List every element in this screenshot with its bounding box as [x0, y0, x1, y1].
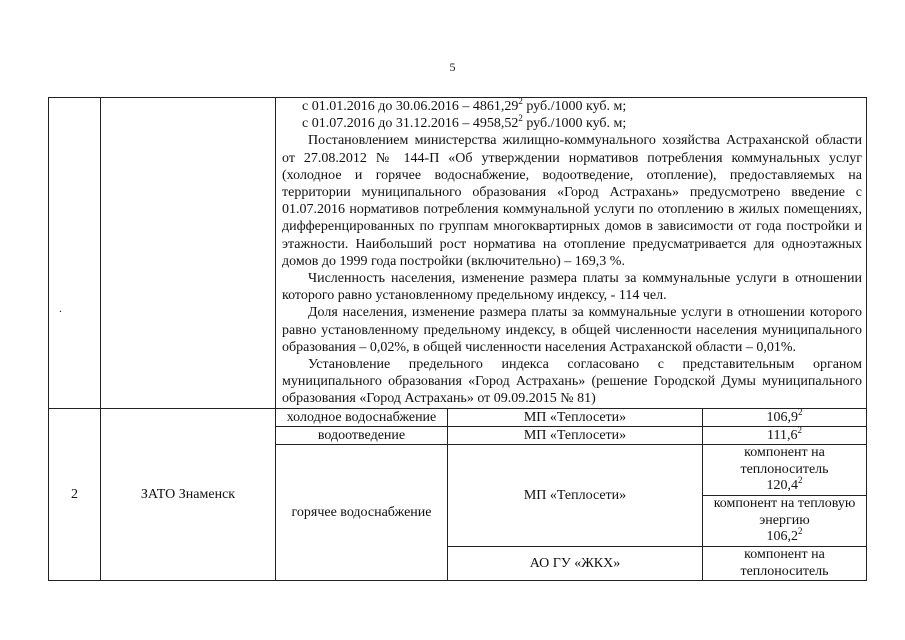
component-heat-energy	[703, 496, 867, 547]
value-cold-water: 106,9$^2$	[703, 408, 867, 426]
component-label: компонент на тепловую энергию	[713, 496, 856, 528]
paragraph-share: Доля населения, изменение размера платы за коммунальные услуги в отношении которого равно установленному предельному индексу, в общей численности населения муниципального образования – 0,02%, в общей численности населения Астраханской области – 0,01%.	[282, 305, 862, 355]
component-heat-carrier-2	[703, 547, 867, 581]
value-wastewater: 111,6$^2$	[703, 426, 867, 444]
cell-municipality-empty	[101, 98, 276, 409]
row-number: 2	[49, 408, 101, 580]
paragraph-resolution: Постановлением министерства жилищно-коммунального хозяйства Астраханской области от 27.08.2012 № 144-П «Об утверждении нормативов потребления коммунальных услуг (холодное и горячее водоснабжение, водоотведение, отопление), предоставляемых на территории муниципального образования «Город Астрахань» предусмотрено введение с 01.07.2016 нормативов потребления коммунальной услуги по отоплению в жилых помещениях, дифференцированных по группам многоквартирных домов в зависимости от года постройки и этажности. Наибольший рост норматива на отопление предусматривается для одноэтажных домов до 1999 года постройки (включительно) – 169,3 %.	[282, 133, 862, 269]
provider-hot-water-2: АО ГУ «ЖКХ»	[448, 547, 703, 581]
paragraph-agreement: Установление предельного индекса согласовано с представительным органом муниципального образования «Город Астрахань» (решение Городской Думы муниципального образования «Город Астрахань» от 09.09.2015 № 81)	[282, 357, 862, 407]
component-heat-carrier-1	[703, 445, 867, 496]
paragraph-population: Численность населения, изменение размера платы за коммунальные услуги в отношении которого равно установленному предельному индексу, - 114 чел.	[282, 271, 862, 304]
service-hot-water: горячее водоснабжение	[276, 445, 448, 581]
component-label: компонент на теплоноситель	[740, 445, 829, 477]
service-cold-water: холодное водоснабжение	[276, 408, 448, 426]
stray-mark: .	[59, 301, 62, 315]
provider-cold-water: МП «Теплосети»	[448, 408, 703, 426]
page-number: 5	[449, 60, 456, 74]
table-row-cold-water	[49, 408, 867, 426]
component-label: компонент на теплоноситель	[740, 547, 829, 579]
provider-wastewater: МП «Теплосети»	[448, 426, 703, 444]
provider-hot-water-1: МП «Теплосети»	[448, 445, 703, 547]
cell-num-empty	[49, 98, 101, 409]
price-line-2: с 01.07.2016 до 31.12.2016 – 4958,52$^2$ руб./1000 куб. м;	[302, 113, 627, 132]
narrative-cell	[276, 98, 867, 409]
municipality-name: ЗАТО Знаменск	[101, 408, 276, 580]
tariff-table	[48, 97, 867, 581]
component-value: 106,2$^2$	[766, 526, 803, 545]
table-row-narrative	[49, 98, 867, 409]
component-value: 120,4$^2$	[766, 475, 803, 494]
service-wastewater: водоотведение	[276, 426, 448, 444]
price-line-1: с 01.01.2016 до 30.06.2016 – 4861,29$^2$ руб./1000 куб. м;	[302, 96, 627, 114]
